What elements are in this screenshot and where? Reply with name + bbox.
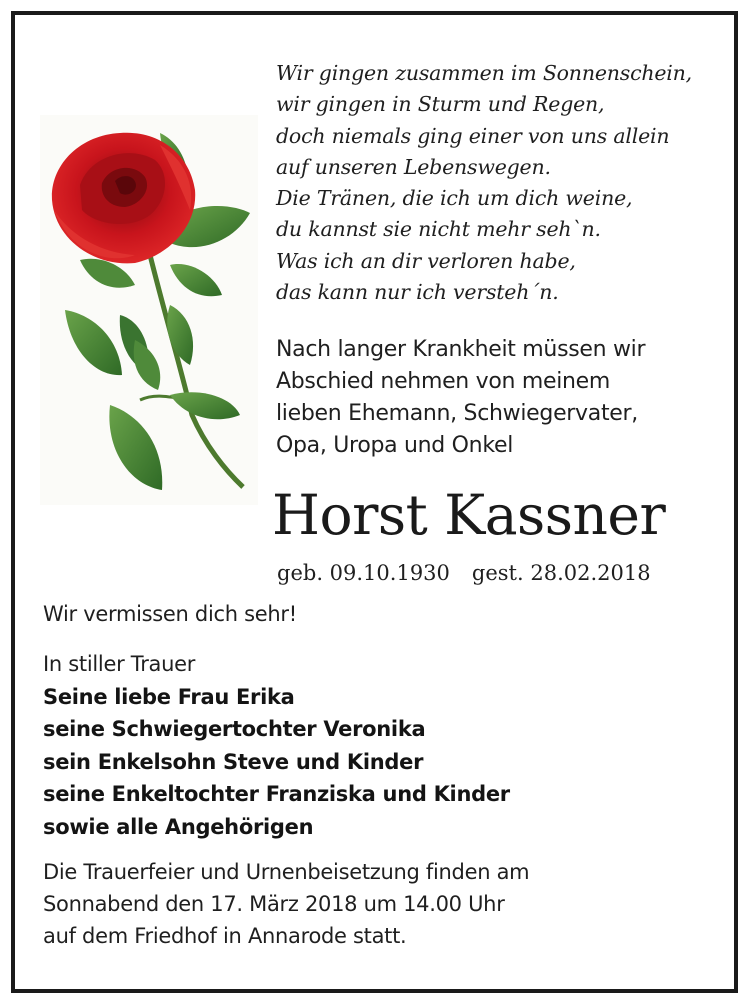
death-date: gest. 28.02.2018 xyxy=(471,561,651,585)
mourner: sein Enkelsohn Steve und Kinder xyxy=(43,749,424,774)
poem-line: Die Tränen, die ich um dich weine, xyxy=(276,186,633,211)
mourner: seine Schwiegertochter Veronika xyxy=(43,717,426,741)
poem-line: du kannst sie nicht mehr seh`n. xyxy=(276,217,601,242)
poem-line: Wir gingen zusammen im Sonnenschein, xyxy=(276,61,692,85)
poem-line: auf unseren Lebenswegen. xyxy=(276,154,551,179)
poem-line: das kann nur ich versteh´n. xyxy=(276,280,559,305)
funeral-line: auf dem Friedhof in Annarode statt. xyxy=(43,924,407,948)
intro-line: Abschied nehmen von meinem xyxy=(276,369,611,394)
funeral-line: Die Trauerfeier und Urnenbeisetzung finden am xyxy=(43,860,530,884)
poem-line: doch niemals ging einer von uns allein xyxy=(276,123,670,148)
red-rose-image xyxy=(40,115,262,505)
birth-date: geb. 09.10.1930 xyxy=(277,561,450,585)
life-dates xyxy=(277,558,717,588)
mourning-heading: In stiller Trauer xyxy=(43,652,196,676)
mourners-list xyxy=(43,681,703,844)
funeral-info xyxy=(43,856,723,952)
poem-line: Was ich an dir verloren habe, xyxy=(276,248,576,273)
mourners-section xyxy=(43,648,703,843)
intro-line: Nach langer Krankheit müssen wir xyxy=(276,337,646,362)
intro-line: Opa, Uropa und Onkel xyxy=(276,433,514,458)
funeral-line: Sonnabend den 17. März 2018 um 14.00 Uhr xyxy=(43,892,505,916)
deceased-name: Horst Kassner xyxy=(272,483,666,547)
mourner: seine Enkeltochter Franziska und Kinder xyxy=(43,782,510,806)
intro-line: lieben Ehemann, Schwiegervater, xyxy=(276,401,638,426)
intro-text xyxy=(276,334,716,462)
miss-text: Wir vermissen dich sehr! xyxy=(43,602,297,626)
mourner: sowie alle Angehörigen xyxy=(43,814,314,839)
poem-line: wir gingen in Sturm und Regen, xyxy=(276,92,605,117)
mourner: Seine liebe Frau Erika xyxy=(43,684,295,709)
poem xyxy=(276,58,716,308)
